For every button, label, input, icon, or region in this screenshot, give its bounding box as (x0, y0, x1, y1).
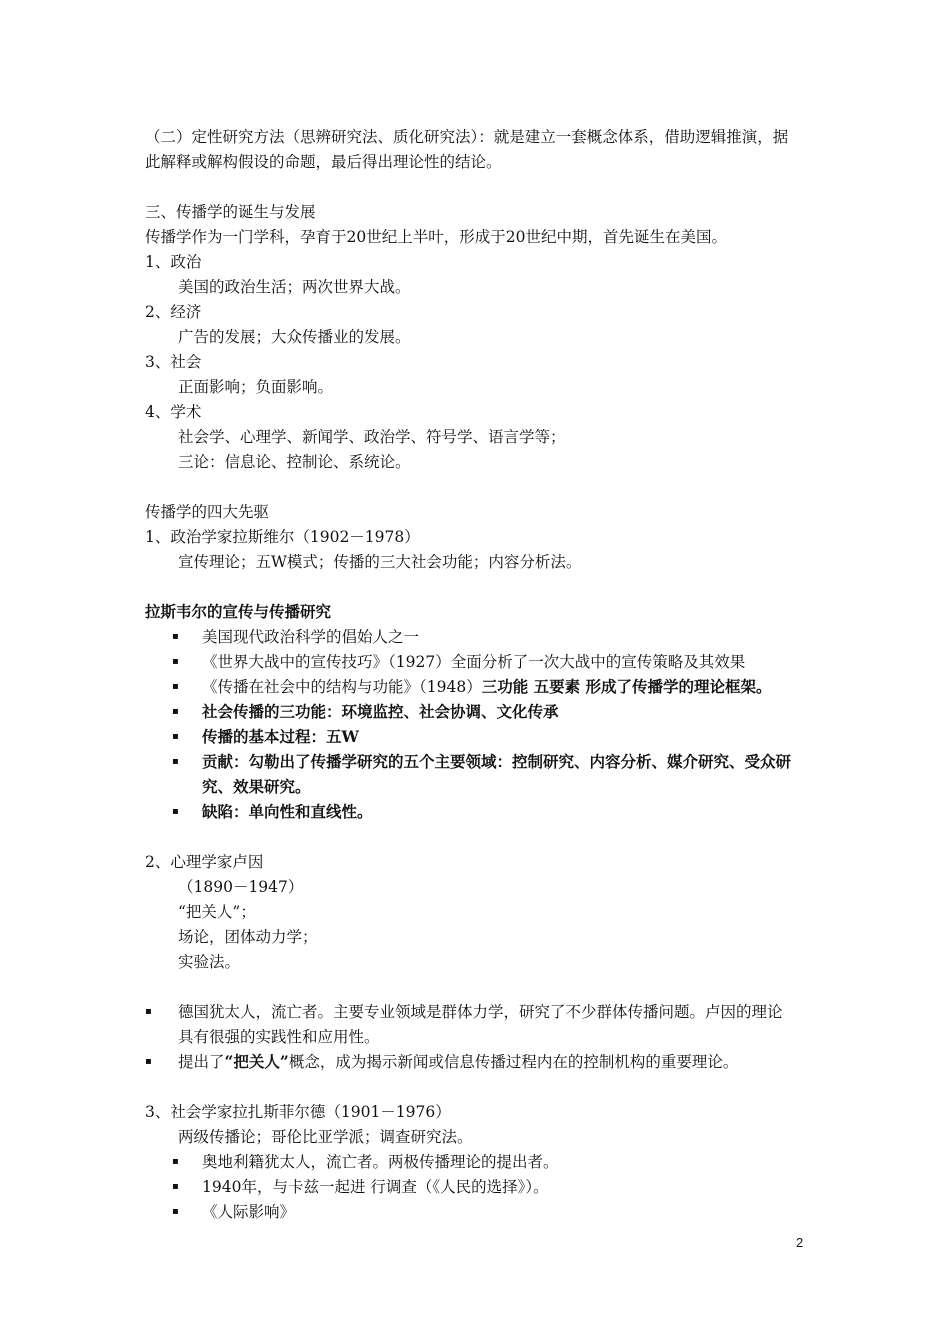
lasswell-bullet (202, 675, 772, 699)
page-number: 2 (796, 1235, 804, 1250)
bullet-marker: ▪ (172, 706, 179, 717)
lasswell-summary: 宣传理论；五W模式；传播的三大社会功能；内容分析法。 (178, 553, 582, 571)
birth-intro: 传播学作为一门学科，孕育于20世纪上半叶，形成于20世纪中期，首先诞生在美国。 (145, 228, 727, 246)
lasswell-bullet: 社会传播的三功能：环境监控、社会协调、文化传承 (202, 702, 559, 721)
lewin-line: “把关人”； (178, 903, 256, 921)
section-heading-birth: 三、传播学的诞生与发展 (145, 203, 316, 221)
bullet-marker: ▪ (172, 731, 179, 742)
factor-item: 三论：信息论、控制论、系统论。 (178, 453, 411, 471)
lewin-line: 实验法。 (178, 953, 241, 971)
bullet-marker: ▪ (172, 631, 179, 642)
lewin-bullet-continued: 具有很强的实践性和应用性。 (178, 1028, 380, 1046)
factor-title-politics: 1、政治 (145, 253, 202, 271)
lasswell-bullet: 缺陷：单向性和直线性。 (202, 802, 373, 821)
bullet-marker: ▪ (172, 681, 179, 692)
bullet-marker: ▪ (172, 1156, 179, 1167)
bullet-marker: ▪ (145, 1056, 152, 1067)
factor-title-society: 3、社会 (145, 353, 202, 371)
lasswell-bullet: 美国现代政治科学的倡始人之一 (202, 628, 420, 646)
lasswell-bullet-continued: 究、效果研究。 (202, 777, 311, 796)
factor-title-academic: 4、学术 (145, 403, 202, 421)
bullet-marker: ▪ (172, 656, 179, 667)
lewin-title: 2、心理学家卢因 (145, 853, 264, 871)
lewin-bullet-text: 提出了 (178, 1053, 225, 1071)
lasswell-bullet: 《世界大战中的宣传技巧》（1927）全面分析了一次大战中的宣传策略及其效果 (202, 653, 746, 671)
lasswell-bullet-bold: 三功能 五要素 形成了传播学的理论框架。 (481, 677, 772, 696)
factor-item: 正面影响；负面影响。 (178, 378, 334, 396)
lasswell-title: 1、政治学家拉斯维尔（1902－1978） (145, 528, 420, 546)
lazarsfeld-bullet: 奥地利籍犹太人，流亡者。两极传播理论的提出者。 (202, 1153, 559, 1171)
lazarsfeld-summary: 两级传播论；哥伦比亚学派；调查研究法。 (178, 1128, 473, 1146)
lewin-line: （1890－1947） (178, 878, 304, 896)
factor-item: 广告的发展；大众传播业的发展。 (178, 328, 411, 346)
lasswell-section-title: 拉斯韦尔的宣传与传播研究 (145, 602, 332, 621)
lazarsfeld-title: 3、社会学家拉扎斯菲尔德（1901－1976） (145, 1103, 451, 1121)
lasswell-bullet-text: 《传播在社会中的结构与功能》（1948） (202, 678, 482, 696)
lazarsfeld-bullet: 1940年，与卡兹一起进 行调查（《人民的选择》）。 (202, 1178, 549, 1196)
bullet-marker: ▪ (172, 806, 179, 817)
lewin-bullet-text: 概念，成为揭示新闻或信息传播过程内在的控制机构的重要理论。 (288, 1053, 739, 1071)
factor-item: 美国的政治生活；两次世界大战。 (178, 278, 411, 296)
bullet-marker: ▪ (172, 1206, 179, 1217)
factor-title-economy: 2、经济 (145, 303, 202, 321)
pioneers-heading: 传播学的四大先驱 (145, 503, 270, 521)
qualitative-line-1: （二）定性研究方法（思辨研究法、质化研究法）：就是建立一套概念体系，借助逻辑推演，据 (145, 128, 789, 146)
lasswell-bullet: 传播的基本过程：五W (202, 727, 359, 746)
lasswell-bullet: 贡献：勾勒出了传播学研究的五个主要领域：控制研究、内容分析、媒介研究、受众研 (202, 752, 792, 771)
bullet-marker: ▪ (145, 1006, 152, 1017)
lewin-bullet: 德国犹太人，流亡者。主要专业领域是群体力学，研究了不少群体传播问题。卢因的理论 (178, 1003, 783, 1021)
bullet-marker: ▪ (172, 1181, 179, 1192)
lewin-bullet-bold: “把关人” (224, 1052, 289, 1071)
factor-item: 社会学、心理学、新闻学、政治学、符号学、语言学等； (178, 428, 566, 446)
lewin-bullet (178, 1050, 738, 1074)
lazarsfeld-bullet: 《人际影响》 (202, 1203, 296, 1221)
bullet-marker: ▪ (172, 756, 179, 767)
lewin-line: 场论，团体动力学； (178, 928, 318, 946)
qualitative-line-2: 此解释或解构假设的命题，最后得出理论性的结论。 (145, 153, 502, 171)
